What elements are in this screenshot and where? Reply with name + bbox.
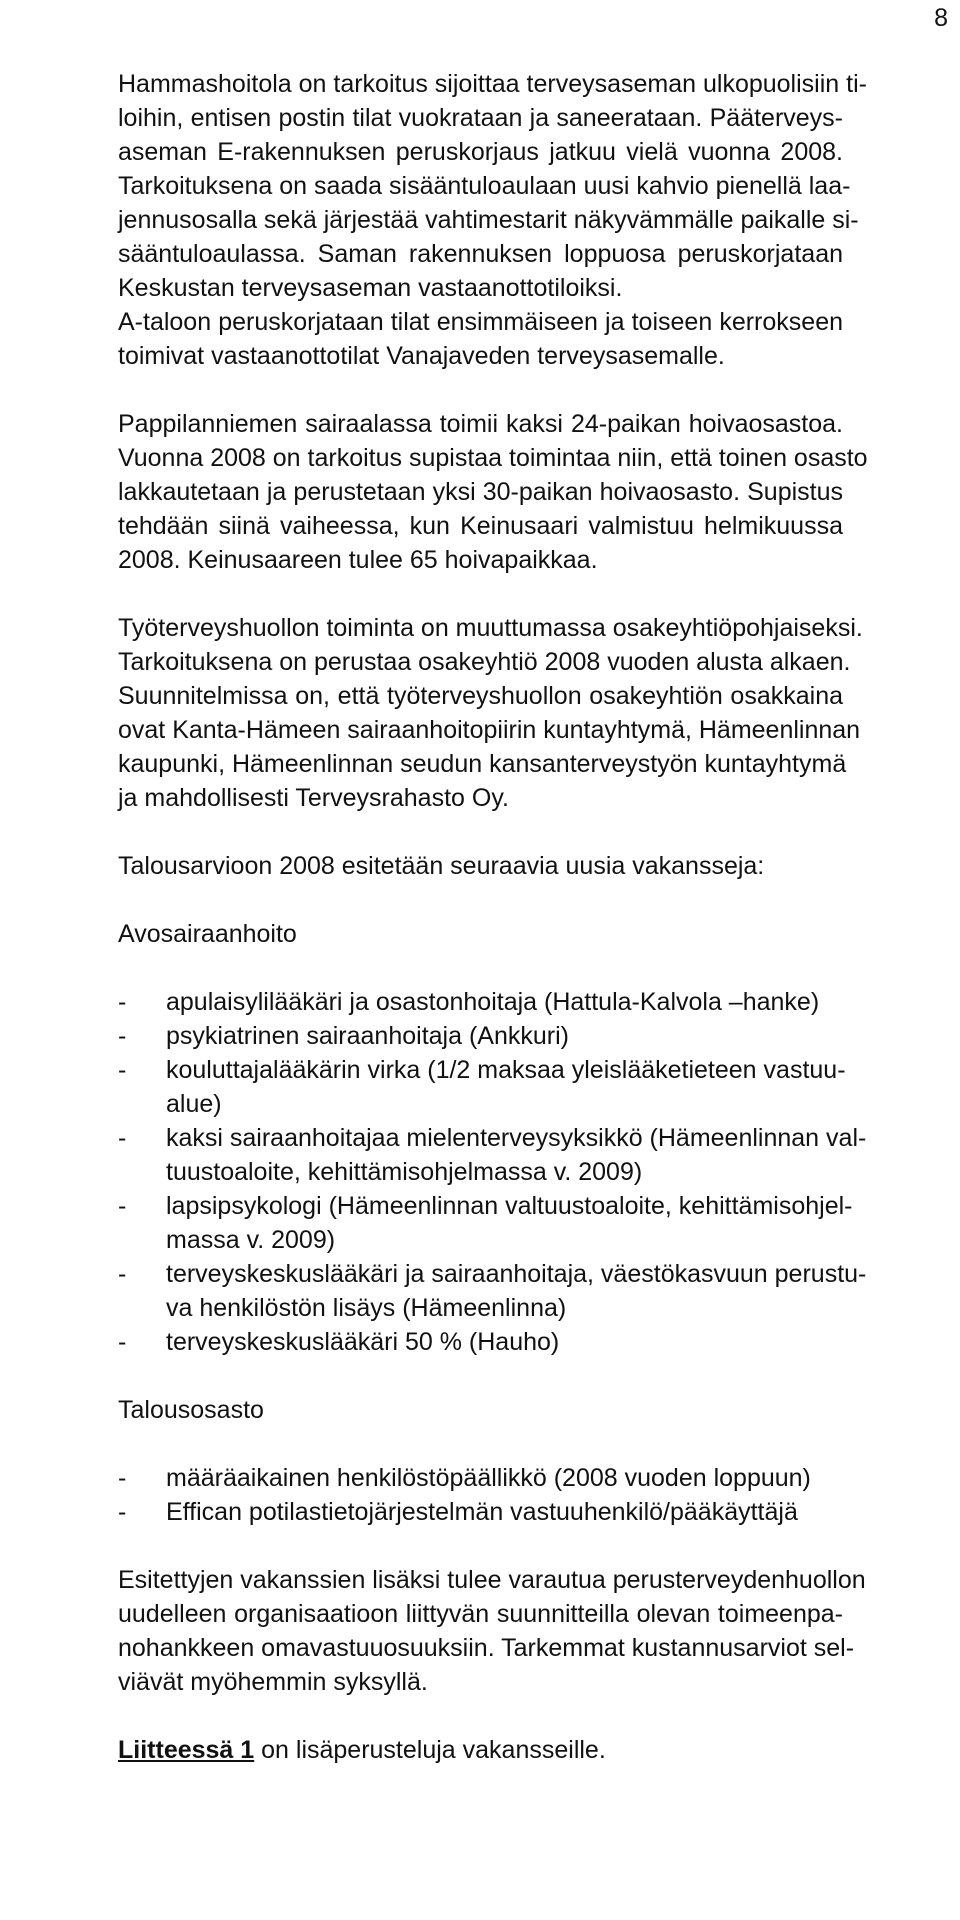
paragraph-1-line: sääntuloaulassa. Saman rakennuksen loppuosa peruskorjataan xyxy=(118,240,843,268)
paragraph-2-line: tehdään siinä vaiheessa, kun Keinusaari valmistuu helmikuussa xyxy=(118,512,843,540)
list-item-text: määräaikainen henkilöstöpäällikkö (2008 vuoden loppuun) xyxy=(166,1464,811,1492)
paragraph-2-line: lakkautetaan ja perustetaan yksi 30-paikan hoivaosasto. Supistus xyxy=(118,478,843,506)
paragraph-1-line: Hammashoitola on tarkoitus sijoittaa terveysaseman ulkopuolisiin ti- xyxy=(118,70,867,98)
list-dash: - xyxy=(118,1022,127,1050)
appendix-link[interactable]: Liitteessä 1 xyxy=(118,1736,255,1764)
paragraph-4: Talousarvioon 2008 esitetään seuraavia uusia vakansseja: xyxy=(118,852,765,880)
paragraph-1-line: A-taloon peruskorjataan tilat ensimmäiseen ja toiseen kerrokseen xyxy=(118,308,843,336)
list-item-text: psykiatrinen sairaanhoitaja (Ankkuri) xyxy=(166,1022,569,1050)
section-heading-talousosasto: Talousosasto xyxy=(118,1396,264,1424)
list-dash: - xyxy=(118,1498,127,1526)
paragraph-3-line: Suunnitelmissa on, että työterveyshuollon osakeyhtiön osakkaina xyxy=(118,682,843,710)
paragraph-2-line: Vuonna 2008 on tarkoitus supistaa toimintaa niin, että toinen osasto xyxy=(118,444,868,472)
list-item-continuation: va henkilöstön lisäys (Hämeenlinna) xyxy=(166,1294,567,1322)
paragraph-5-line: viävät myöhemmin syksyllä. xyxy=(118,1668,428,1696)
list-dash: - xyxy=(118,1260,127,1288)
paragraph-3-line: Työterveyshuollon toiminta on muuttumassa osakeyhtiöpohjaiseksi. xyxy=(118,614,863,642)
paragraph-2-line: 2008. Keinusaareen tulee 65 hoivapaikkaa. xyxy=(118,546,598,574)
list-item-continuation: massa v. 2009) xyxy=(166,1226,336,1254)
paragraph-1-line: toimivat vastaanottotilat Vanajaveden terveysasemalle. xyxy=(118,342,725,370)
page-number: 8 xyxy=(934,4,948,32)
list-dash: - xyxy=(118,1192,127,1220)
list-item-text: apulaisylilääkäri ja osastonhoitaja (Hattula-Kalvola –hanke) xyxy=(166,988,820,1016)
list-item-continuation: tuustoaloite, kehittämisohjelmassa v. 2009) xyxy=(166,1158,643,1186)
paragraph-1-line: Keskustan terveysaseman vastaanottotiloiksi. xyxy=(118,274,623,302)
paragraph-1-line: jennusosalla sekä järjestää vahtimestarit näkyvämmälle paikalle si- xyxy=(118,206,859,234)
list-item-text: terveyskeskuslääkäri 50 % (Hauho) xyxy=(166,1328,560,1356)
paragraph-5-line: nohankkeen omavastuuosuuksiin. Tarkemmat kustannusarviot sel- xyxy=(118,1634,855,1662)
list-item-text: Effican potilastietojärjestelmän vastuuhenkilö/pääkäyttäjä xyxy=(166,1498,798,1526)
list-item-continuation: alue) xyxy=(166,1090,222,1118)
paragraph-2-line: Pappilanniemen sairaalassa toimii kaksi 24-paikan hoivaosastoa. xyxy=(118,410,843,438)
paragraph-1-line: Tarkoituksena on saada sisääntuloaulaan uusi kahvio pienellä laa- xyxy=(118,172,851,200)
list-item-text: kaksi sairaanhoitajaa mielenterveysyksikkö (Hämeenlinnan val- xyxy=(166,1124,867,1152)
list-dash: - xyxy=(118,1124,127,1152)
section-heading-avosairaanhoito: Avosairaanhoito xyxy=(118,920,297,948)
list-dash: - xyxy=(118,1328,127,1356)
paragraph-3-line: ovat Kanta-Hämeen sairaanhoitopiirin kuntayhtymä, Hämeenlinnan xyxy=(118,716,861,744)
list-dash: - xyxy=(118,1464,127,1492)
list-item-text: kouluttajalääkärin virka (1/2 maksaa yleislääketieteen vastuu- xyxy=(166,1056,846,1084)
list-item-text: lapsipsykologi (Hämeenlinnan valtuustoaloite, kehittämisohjel- xyxy=(166,1192,853,1220)
list-dash: - xyxy=(118,1056,127,1084)
list-item-text: terveyskeskuslääkäri ja sairaanhoitaja, väestökasvuun perustu- xyxy=(166,1260,867,1288)
paragraph-3-line: ja mahdollisesti Terveysrahasto Oy. xyxy=(118,784,509,812)
paragraph-6 xyxy=(118,1733,843,1767)
paragraph-1-line: aseman E-rakennuksen peruskorjaus jatkuu vielä vuonna 2008. xyxy=(118,138,843,166)
paragraph-3-line: Tarkoituksena on perustaa osakeyhtiö 2008 vuoden alusta alkaen. xyxy=(118,648,851,676)
paragraph-5-line: Esitettyjen vakanssien lisäksi tulee varautua perusterveydenhuollon xyxy=(118,1566,866,1594)
paragraph-3-line: kaupunki, Hämeenlinnan seudun kansanterveystyön kuntayhtymä xyxy=(118,750,847,778)
paragraph-1-line: loihin, entisen postin tilat vuokrataan ja saneerataan. Pääterveys- xyxy=(118,104,843,132)
list-dash: - xyxy=(118,988,127,1016)
paragraph-5-line: uudelleen organisaatioon liittyvän suunnitteilla olevan toimeenpa- xyxy=(118,1600,843,1628)
paragraph-6-text: on lisäperusteluja vakansseille. xyxy=(254,1736,606,1764)
